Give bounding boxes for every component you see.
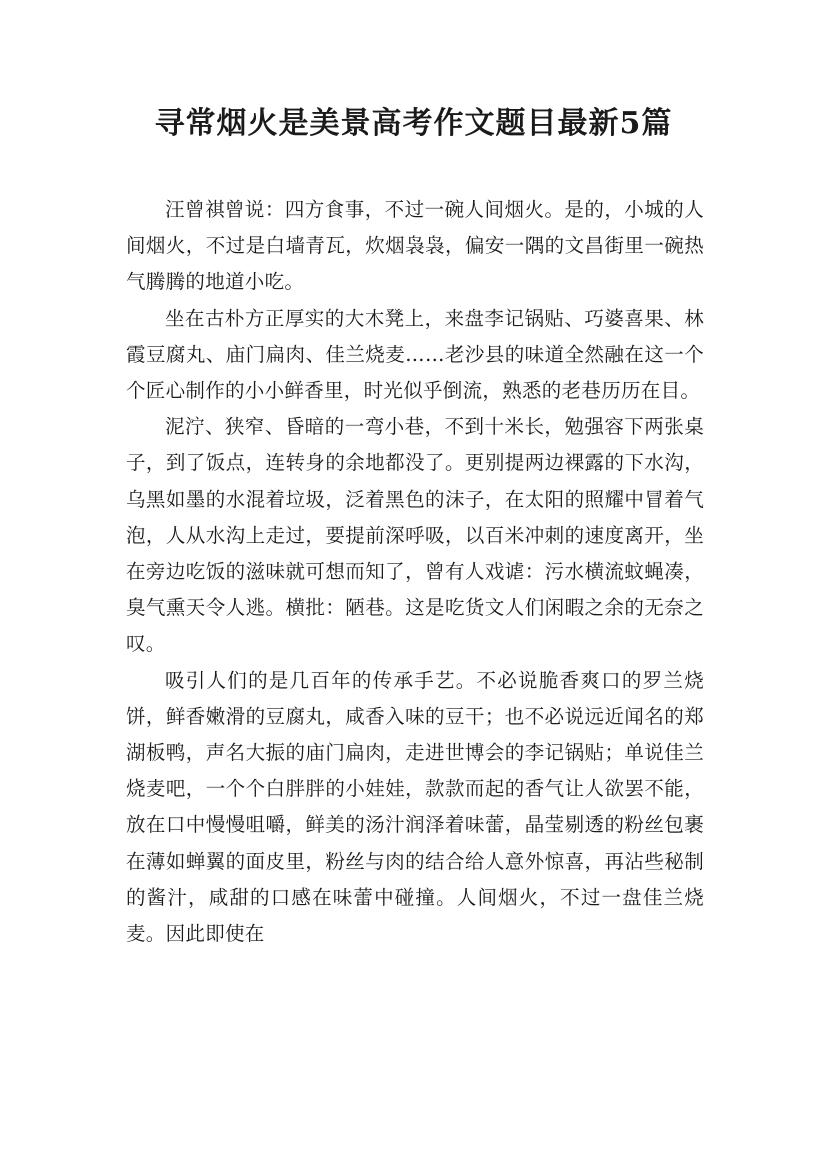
document-title: 寻常烟火是美景高考作文题目最新5篇 bbox=[154, 106, 673, 141]
paragraph: 汪曾祺曾说：四方食事，不过一碗人间烟火。是的，小城的人间烟火，不过是白墙青瓦，炊烟袅袅，偏安一隅的文昌街里一碗热气腾腾的地道小吃。 bbox=[126, 198, 704, 294]
paragraph: 吸引人们的是几百年的传承手艺。不必说脆香爽口的罗兰烧饼，鲜香嫩滑的豆腐丸，咸香入味的豆干；也不必说远近闻名的郑湖板鸭，声名大振的庙门扁肉，走进世博会的李记锅贴；单说佳兰烧麦吧，一个个白胖胖的小娃娃，款款而起的香气让人欲罢不能，放在口中慢慢咀嚼，鲜美的汤汁润泽着味蕾，晶莹剔透的粉丝包裹在薄如蝉翼的面皮里，粉丝与肉的结合给人意外惊喜，再沾些秘制的酱汁，咸甜的口感在味蕾中碰撞。人间烟火，不过一盘佳兰烧麦。因此即使在 bbox=[126, 668, 704, 946]
document-body bbox=[126, 192, 704, 952]
paragraph: 坐在古朴方正厚实的大木凳上，来盘李记锅贴、巧婆喜果、林霞豆腐丸、庙门扁肉、佳兰烧麦……老沙县的味道全然融在这一个个匠心制作的小小鲜香里，时光似乎倒流，熟悉的老巷历历在目。 bbox=[126, 306, 704, 403]
paragraph: 泥泞、狭窄、昏暗的一弯小巷，不到十米长，勉强容下两张桌子，到了饭点，连转身的余地都没了。更别提两边裸露的下水沟，乌黑如墨的水混着垃圾，泛着黑色的沫子，在太阳的照耀中冒着气泡，人从水沟上走过，要提前深呼吸，以百米冲刺的速度离开，坐在旁边吃饭的滋味就可想而知了，曾有人戏谑：污水横流蚊蝇凑，臭气熏天令人逃。横批：陋巷。这是吃货文人们闲暇之余的无奈之叹。 bbox=[126, 415, 704, 656]
